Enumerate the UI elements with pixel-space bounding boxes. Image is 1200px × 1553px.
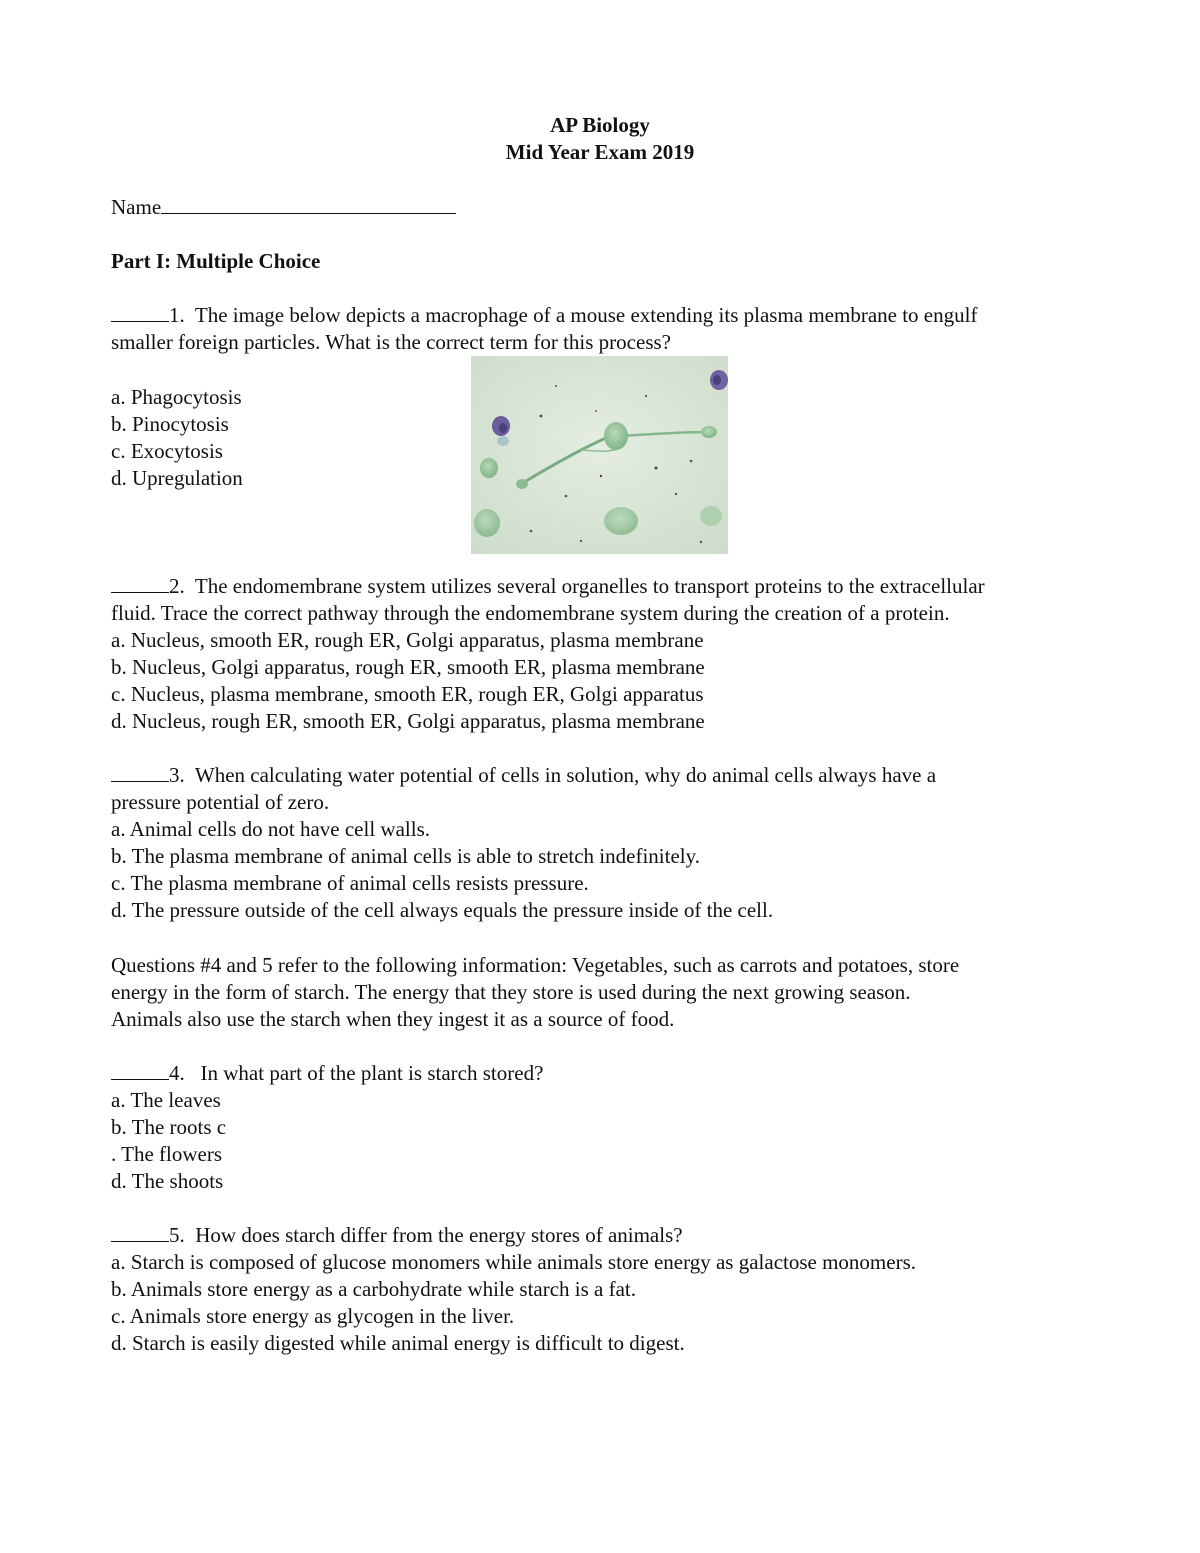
question-2-stem-cont: fluid. Trace the correct pathway through the endomembrane system during the creation of a protein.: [111, 601, 950, 625]
info-line-3: Animals also use the starch when they ingest it as a source of food.: [111, 1007, 675, 1031]
q5-option-d: d. Starch is easily digested while animal energy is difficult to digest.: [111, 1331, 685, 1355]
q4-option-d: d. The shoots: [111, 1169, 224, 1193]
q3-option-a: a. Animal cells do not have cell walls.: [111, 817, 430, 841]
part-title: Part I: Multiple Choice: [111, 249, 321, 273]
macrophage-micrograph: [471, 356, 728, 554]
question-text: How does starch differ from the energy stores of animals?: [195, 1223, 683, 1247]
info-line-1: Questions #4 and 5 refer to the following information: Vegetables, such as carrots and potatoes, store: [111, 953, 960, 977]
question-3-stem-cont: pressure potential of zero.: [111, 790, 330, 814]
question-5-stem: [111, 1222, 683, 1249]
question-number: 4.: [169, 1061, 185, 1085]
q3-option-c: c. The plasma membrane of animal cells resists pressure.: [111, 871, 589, 895]
info-line-2: energy in the form of starch. The energy that they store is used during the next growing season.: [111, 980, 911, 1004]
question-1-stem-cont: smaller foreign particles. What is the correct term for this process?: [111, 330, 671, 354]
answer-blank-5[interactable]: [111, 1222, 169, 1242]
question-number: 1.: [169, 303, 185, 327]
question-4-stem: [111, 1060, 543, 1087]
answer-blank-4[interactable]: [111, 1060, 169, 1080]
q4-option-a: a. The leaves: [111, 1088, 221, 1112]
q1-option-c: c. Exocytosis: [111, 439, 223, 463]
question-text: When calculating water potential of cells in solution, why do animal cells always have a: [194, 763, 937, 787]
name-label: Name: [111, 195, 162, 219]
q5-option-c: c. Animals store energy as glycogen in the liver.: [111, 1304, 515, 1328]
q5-option-a: a. Starch is composed of glucose monomers while animals store energy as galactose monomers.: [111, 1250, 916, 1274]
question-number: 3.: [169, 763, 185, 787]
q2-option-d: d. Nucleus, rough ER, smooth ER, Golgi apparatus, plasma membrane: [111, 709, 705, 733]
q2-option-b: b. Nucleus, Golgi apparatus, rough ER, smooth ER, plasma membrane: [111, 655, 705, 679]
question-number: 2.: [169, 574, 185, 598]
question-2-stem: [111, 573, 985, 600]
question-text: In what part of the plant is starch stored?: [200, 1061, 544, 1085]
question-3-stem: [111, 762, 936, 789]
q3-option-b: b. The plasma membrane of animal cells is able to stretch indefinitely.: [111, 844, 700, 868]
q3-option-d: d. The pressure outside of the cell always equals the pressure inside of the cell.: [111, 898, 774, 922]
exam-subtitle: Mid Year Exam 2019: [505, 140, 695, 164]
answer-blank-1[interactable]: [111, 302, 169, 322]
question-text: The image below depicts a macrophage of a mouse extending its plasma membrane to engulf: [194, 303, 978, 327]
q1-option-b: b. Pinocytosis: [111, 412, 229, 436]
name-blank-line[interactable]: [161, 194, 456, 214]
q1-option-a: a. Phagocytosis: [111, 385, 242, 409]
q5-option-b: b. Animals store energy as a carbohydrate while starch is a fat.: [111, 1277, 637, 1301]
exam-title: AP Biology: [550, 113, 650, 137]
question-1-stem: [111, 302, 977, 329]
q4-option-b: b. The roots c: [111, 1115, 227, 1139]
q2-option-c: c. Nucleus, plasma membrane, smooth ER, rough ER, Golgi apparatus: [111, 682, 704, 706]
question-number: 5.: [169, 1223, 185, 1247]
name-field[interactable]: [111, 194, 456, 221]
q1-option-d: d. Upregulation: [111, 466, 243, 490]
answer-blank-3[interactable]: [111, 762, 169, 782]
answer-blank-2[interactable]: [111, 573, 169, 593]
question-text: The endomembrane system utilizes several organelles to transport proteins to the extracellular: [194, 574, 985, 598]
q2-option-a: a. Nucleus, smooth ER, rough ER, Golgi apparatus, plasma membrane: [111, 628, 704, 652]
q4-option-c: . The flowers: [111, 1142, 222, 1166]
micrograph-illustration: [471, 356, 728, 554]
